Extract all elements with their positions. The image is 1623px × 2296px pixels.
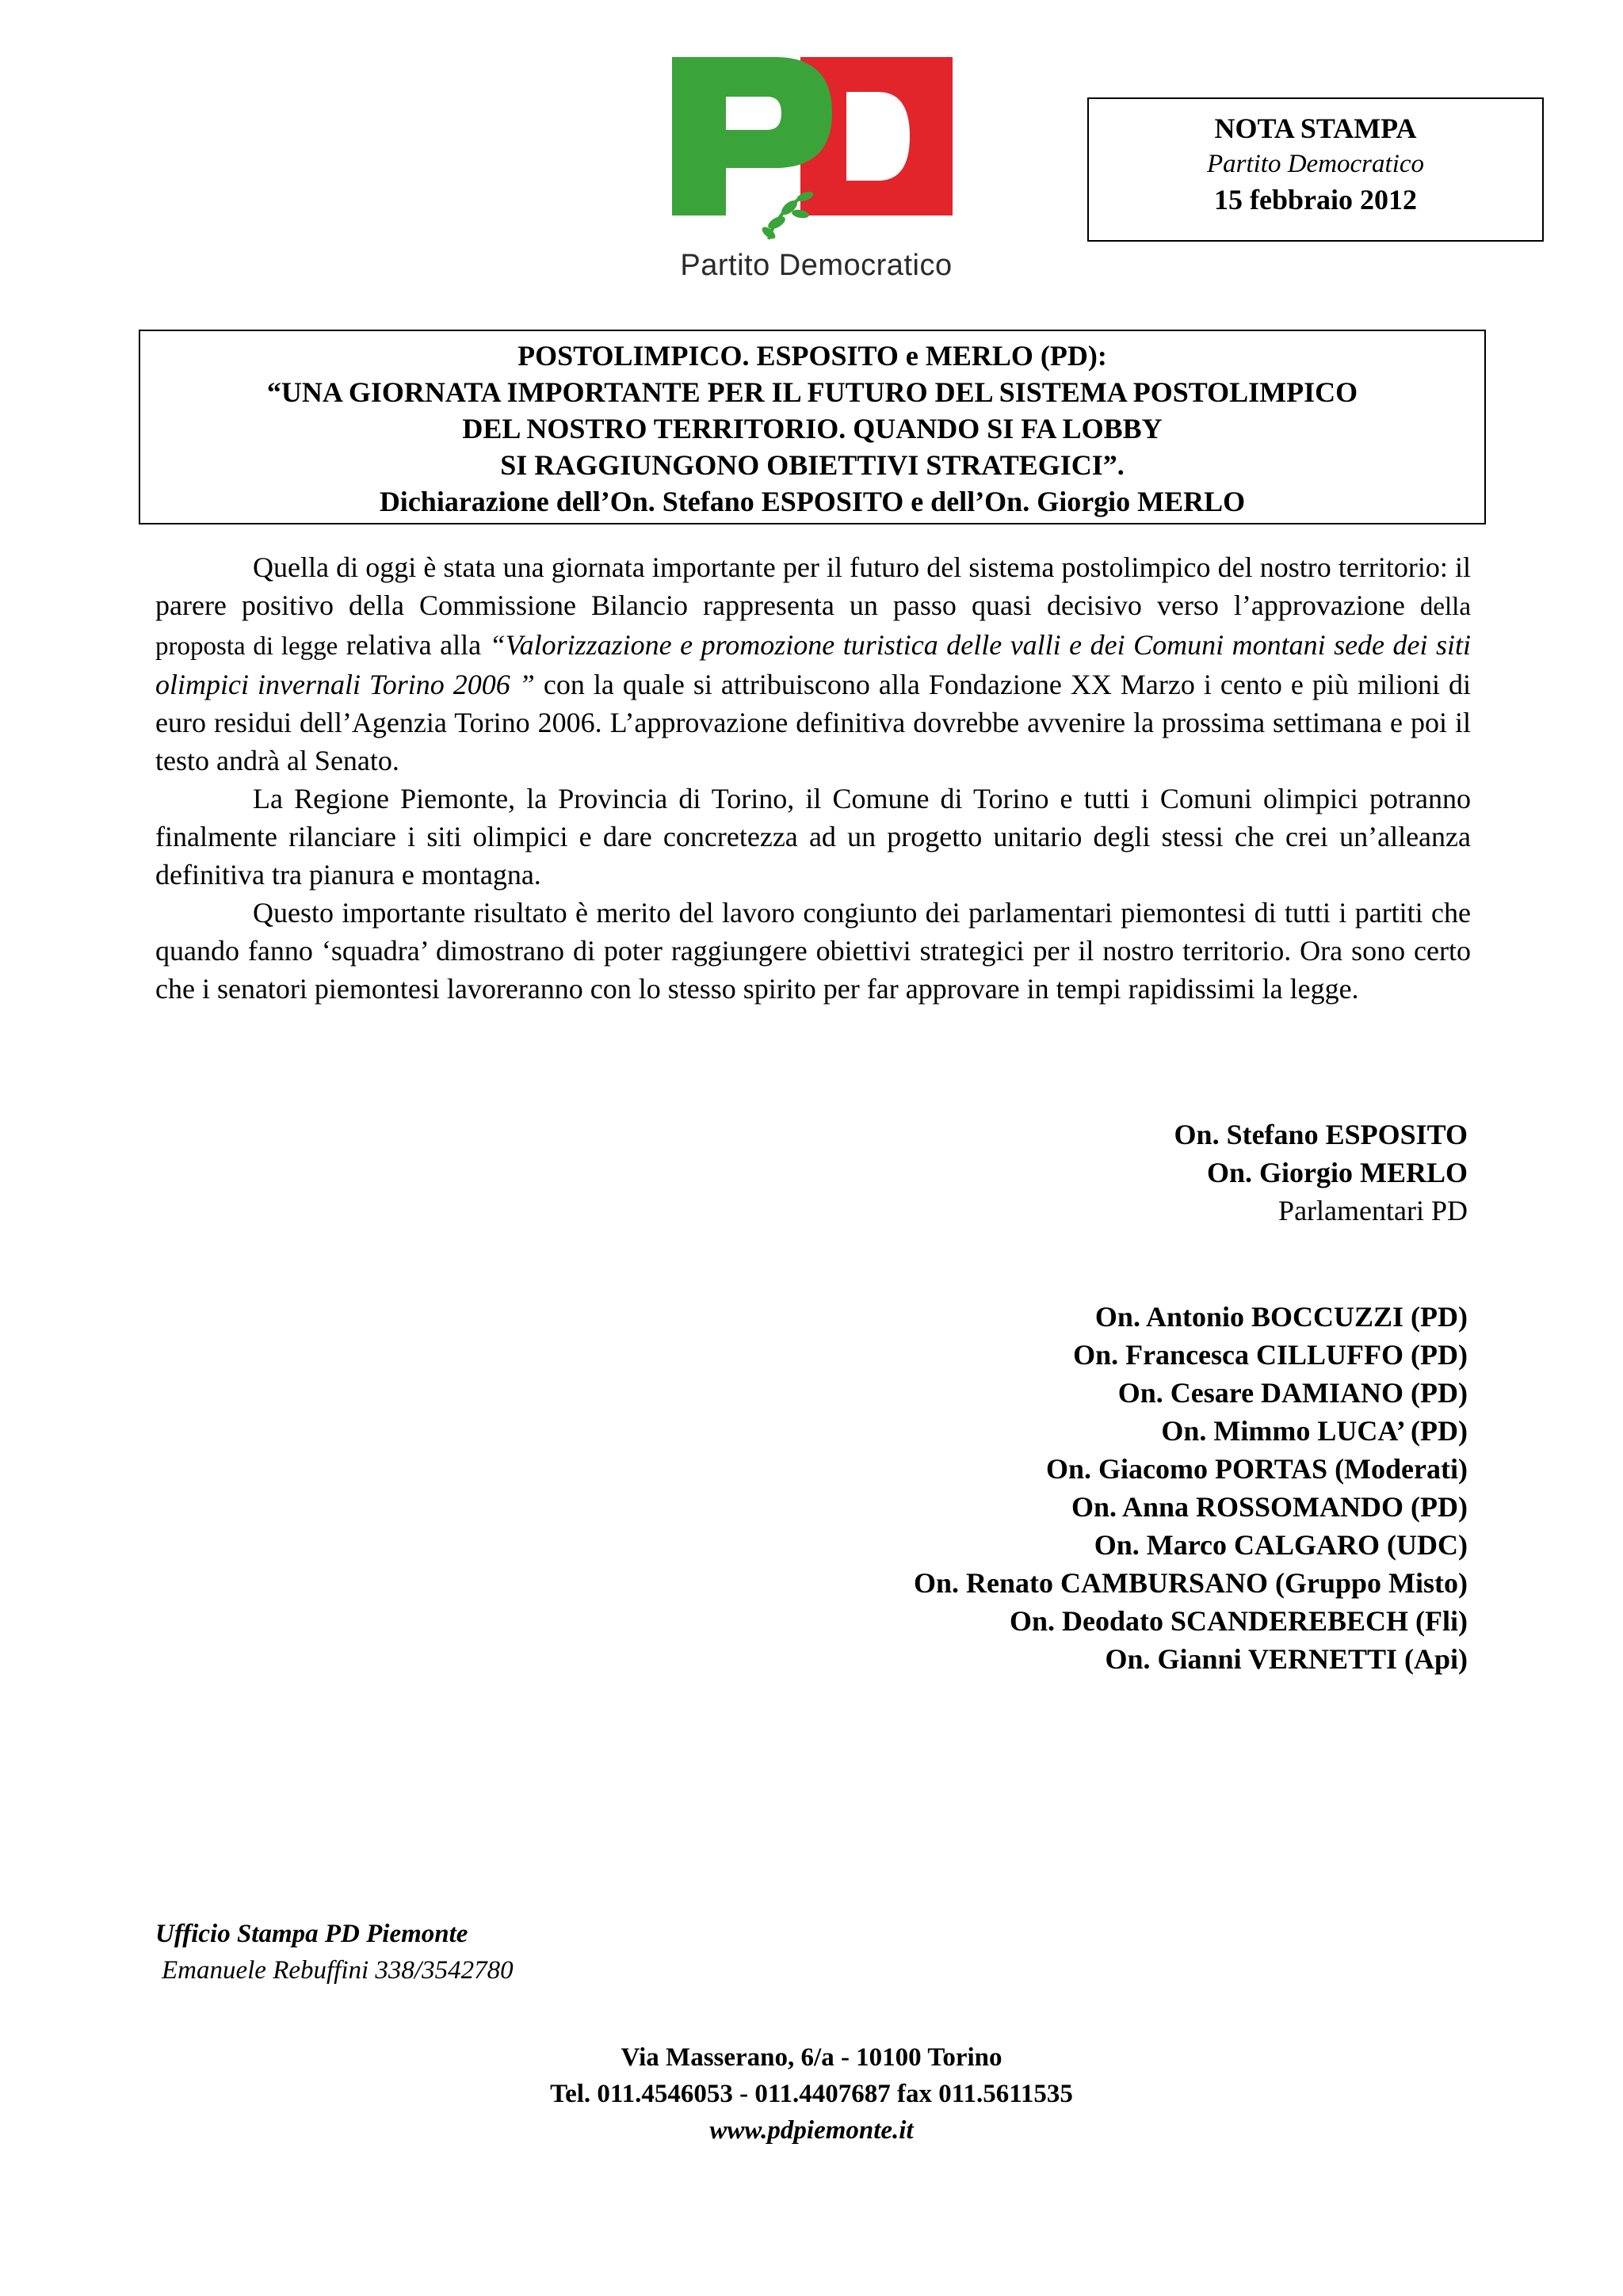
co-signer: On. Anna ROSSOMANDO (PD) xyxy=(1071,1491,1468,1523)
co-signer: On. Giacomo PORTAS (Moderati) xyxy=(1045,1453,1468,1485)
co-signer: On. Gianni VERNETTI (Api) xyxy=(1105,1643,1468,1675)
headline-line: SI RAGGIUNGONO OBIETTIVI STRATEGICI”. xyxy=(500,449,1125,481)
paragraph-3: Questo importante risultato è merito del lavoro congiunto dei parlamentari piemontesi di tutti i partiti che quando fanno ‘squadra’ dimostrano di poter raggiungere obiettivi strategici per il nostro territorio. Ora sono certo che i senatori piemontesi lavoreranno con lo stesso spirito per far approvare in tempi rapidissimi la legge. xyxy=(155,897,1471,1005)
nota-stampa-subtitle: Partito Democratico xyxy=(1206,150,1425,178)
press-office xyxy=(155,1916,514,1989)
address-line: Via Masserano, 6/a - 10100 Torino xyxy=(621,2043,1002,2072)
signer-name: On. Giorgio MERLO xyxy=(1206,1157,1468,1188)
paragraph-1-text-b: della proposta di legge xyxy=(155,593,1471,661)
signature-block xyxy=(1174,1116,1468,1230)
co-signer: On. Marco CALGARO (UDC) xyxy=(1094,1529,1468,1561)
paragraph-1-text-a: Quella di oggi è stata una giornata importante per il futuro del sistema postolimpico del nostro territorio: il parere positivo della Commissione Bilancio rappresenta un passo quasi decisivo verso l’approvazione xyxy=(155,551,1471,621)
headline-line: DEL NOSTRO TERRITORIO. QUANDO SI FA LOBBY xyxy=(462,413,1163,444)
headline-line: “UNA GIORNATA IMPORTANTE PER IL FUTURO DEL SISTEMA POSTOLIMPICO xyxy=(266,376,1358,408)
headline-line: POSTOLIMPICO. ESPOSITO e MERLO (PD): xyxy=(517,340,1107,372)
co-signer: On. Renato CAMBURSANO (Gruppo Misto) xyxy=(913,1567,1468,1599)
press-office-contact: Emanuele Rebuffini 338/3542780 xyxy=(162,1956,514,1985)
signer-role: Parlamentari PD xyxy=(1278,1195,1468,1226)
signer-name: On. Stefano ESPOSITO xyxy=(1174,1119,1468,1150)
co-signer: On. Francesca CILLUFFO (PD) xyxy=(1073,1339,1468,1371)
pd-logo-icon xyxy=(658,52,975,258)
paragraph-1 xyxy=(155,548,1471,780)
co-signer: On. Deodato SCANDEREBECH (Fli) xyxy=(1009,1605,1468,1637)
party-logo xyxy=(658,52,975,290)
paragraph-2: La Regione Piemonte, la Provincia di Torino, il Comune di Torino e tutti i Comuni olimpici potranno finalmente rilanciare i siti olimpici e dare concretezza ad un progetto unitario degli stessi che crei un’alleanza definitiva tra pianura e montagna. xyxy=(155,783,1471,891)
headline-box xyxy=(139,330,1486,524)
footer-address xyxy=(0,2039,1623,2149)
nota-stampa-date: 15 febbraio 2012 xyxy=(1214,184,1417,215)
website-link[interactable]: www.pdpiemonte.it xyxy=(709,2116,914,2145)
paragraph-1-text-c: relativa alla xyxy=(338,629,490,661)
co-signer: On. Antonio BOCCUZZI (PD) xyxy=(1094,1301,1468,1333)
headline-line: Dichiarazione dell’On. Stefano ESPOSITO e dell’On. Giorgio MERLO xyxy=(379,486,1246,517)
nota-stampa-box xyxy=(1087,97,1544,242)
co-signer: On. Cesare DAMIANO (PD) xyxy=(1117,1377,1468,1409)
co-signers-list xyxy=(914,1298,1468,1678)
phone-line: Tel. 011.4546053 - 011.4407687 fax 011.5611535 xyxy=(550,2080,1073,2108)
co-signer: On. Mimmo LUCA’ (PD) xyxy=(1161,1415,1468,1447)
press-office-name: Ufficio Stampa PD Piemonte xyxy=(155,1920,468,1948)
press-release-body xyxy=(155,548,1471,1008)
logo-wordmark: Partito Democratico xyxy=(680,249,953,282)
paragraph-1-text-e: con la quale si attribuiscono alla Fondazione XX Marzo i cento e più milioni di euro residui dell’Agenzia Torino 2006. L’approvazione definitiva dovrebbe avvenire la prossima settimana e poi il testo andrà al Senato. xyxy=(155,669,1471,776)
law-title: “Valorizzazione e promozione turistica delle valli e dei Comuni montani sede dei siti olimpici invernali Torino 2006 ” xyxy=(155,629,1472,700)
nota-stampa-title: NOTA STAMPA xyxy=(1214,113,1417,144)
